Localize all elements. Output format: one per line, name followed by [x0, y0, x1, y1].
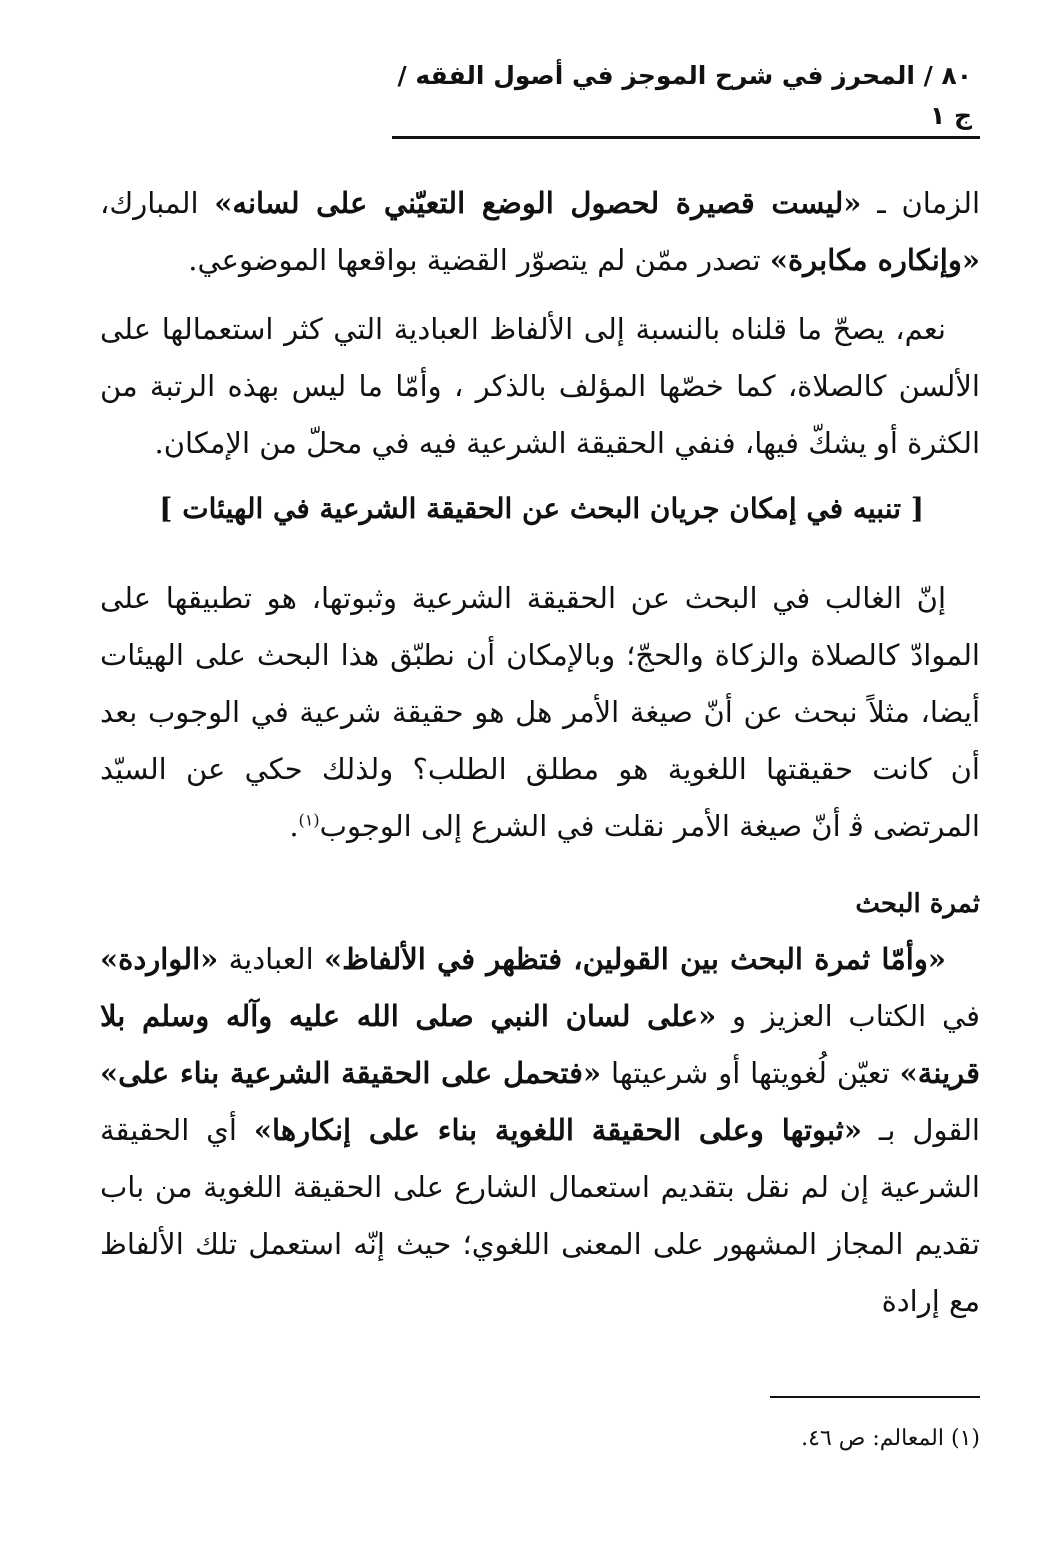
body-text: [100, 175, 980, 1330]
p4-quote-1: «وأمّا ثمرة البحث بين القولين، فتظهر في الألفاظ»: [323, 942, 946, 976]
footnote-reference[interactable]: (١): [298, 810, 320, 830]
p1-quote-1: «ليست قصيرة لحصول الوضع التعيّني على لسانه»: [214, 186, 862, 220]
p4-text-1: العبادية: [218, 942, 324, 976]
document-page: [100, 56, 980, 1342]
p4-text-4: القول بـ: [861, 1113, 980, 1147]
paragraph-3: [100, 570, 980, 855]
p3-text: إنّ الغالب في البحث عن الحقيقة الشرعية وثبوتها، هو تطبيقها على الموادّ كالصلاة والزكاة والحجّ؛ وبالإمكان أن نطبّق هذا البحث على الهيئات أيضا، مثلاً نبحث عن أنّ صيغة الأمر هل هو حقيقة شرعية في الوجوب بعد أن كانت حقيقتها اللغوية هو مطلق الطلب؟ ولذلك حكي عن السيّد المرتضى ﭬ أنّ صيغة الأمر نقلت في الشرع إلى الوجوب: [100, 581, 980, 843]
p4-quote-4: «فتحمل على الحقيقة الشرعية بناء على»: [100, 1056, 602, 1090]
p4-quote-2: «الواردة»: [100, 942, 219, 976]
p3-end: .: [289, 809, 299, 843]
p4-text-5: أي الحقيقة الشرعية إن لم نقل بتقديم استعمال الشارع على الحقيقة اللغوية من باب تقديم المجاز المشهور على المعنى اللغوي؛ حيث إنّه استعمل تلك الألفاظ مع إرادة: [100, 1113, 980, 1318]
p1-quote-2: «وإنكاره مكابرة»: [769, 243, 980, 277]
section-heading: [ تنبيه في إمكان جريان البحث عن الحقيقة الشرعية في الهيئات ]: [159, 492, 924, 525]
running-header: ٨٠ / المحرز في شرح الموجز في أصول الفقه / ج ١: [392, 56, 980, 139]
paragraph-2: نعم، يصحّ ما قلناه بالنسبة إلى الألفاظ العبادية التي كثر استعمالها على الألسن كالصلاة، كما خصّها المؤلف بالذكر ، وأمّا ما ليس بهذه الرتبة من الكثرة أو يشكّ فيها، فنفي الحقيقة الشرعية فيه في محلّ من الإمكان.: [100, 312, 980, 460]
p1-text-1: الزمان ـ: [861, 186, 981, 220]
p4-quote-5: «ثبوتها وعلى الحقيقة اللغوية بناء على إنكارها»: [253, 1113, 862, 1147]
p4-text-2: في الكتاب العزيز و: [716, 999, 980, 1033]
paragraph-4: [100, 931, 980, 1330]
sub-heading: ثمرة البحث: [855, 889, 980, 919]
p4-text-3: تعيّن لُغويتها أو شرعيتها: [601, 1056, 900, 1090]
p1-text-3: تصدر ممّن لم يتصوّر القضية بواقعها الموضوعي.: [188, 243, 770, 277]
p4-quote-3: «على لسان النبي صلى الله عليه وآله وسلم بلا قرينة»: [100, 999, 980, 1090]
footnote-divider: [770, 1396, 980, 1398]
footnote-1: (١) المعالم: ص ٤٦.: [801, 1426, 980, 1451]
p1-text-2: المبارك،: [100, 186, 215, 220]
paragraph-1: [100, 175, 980, 289]
